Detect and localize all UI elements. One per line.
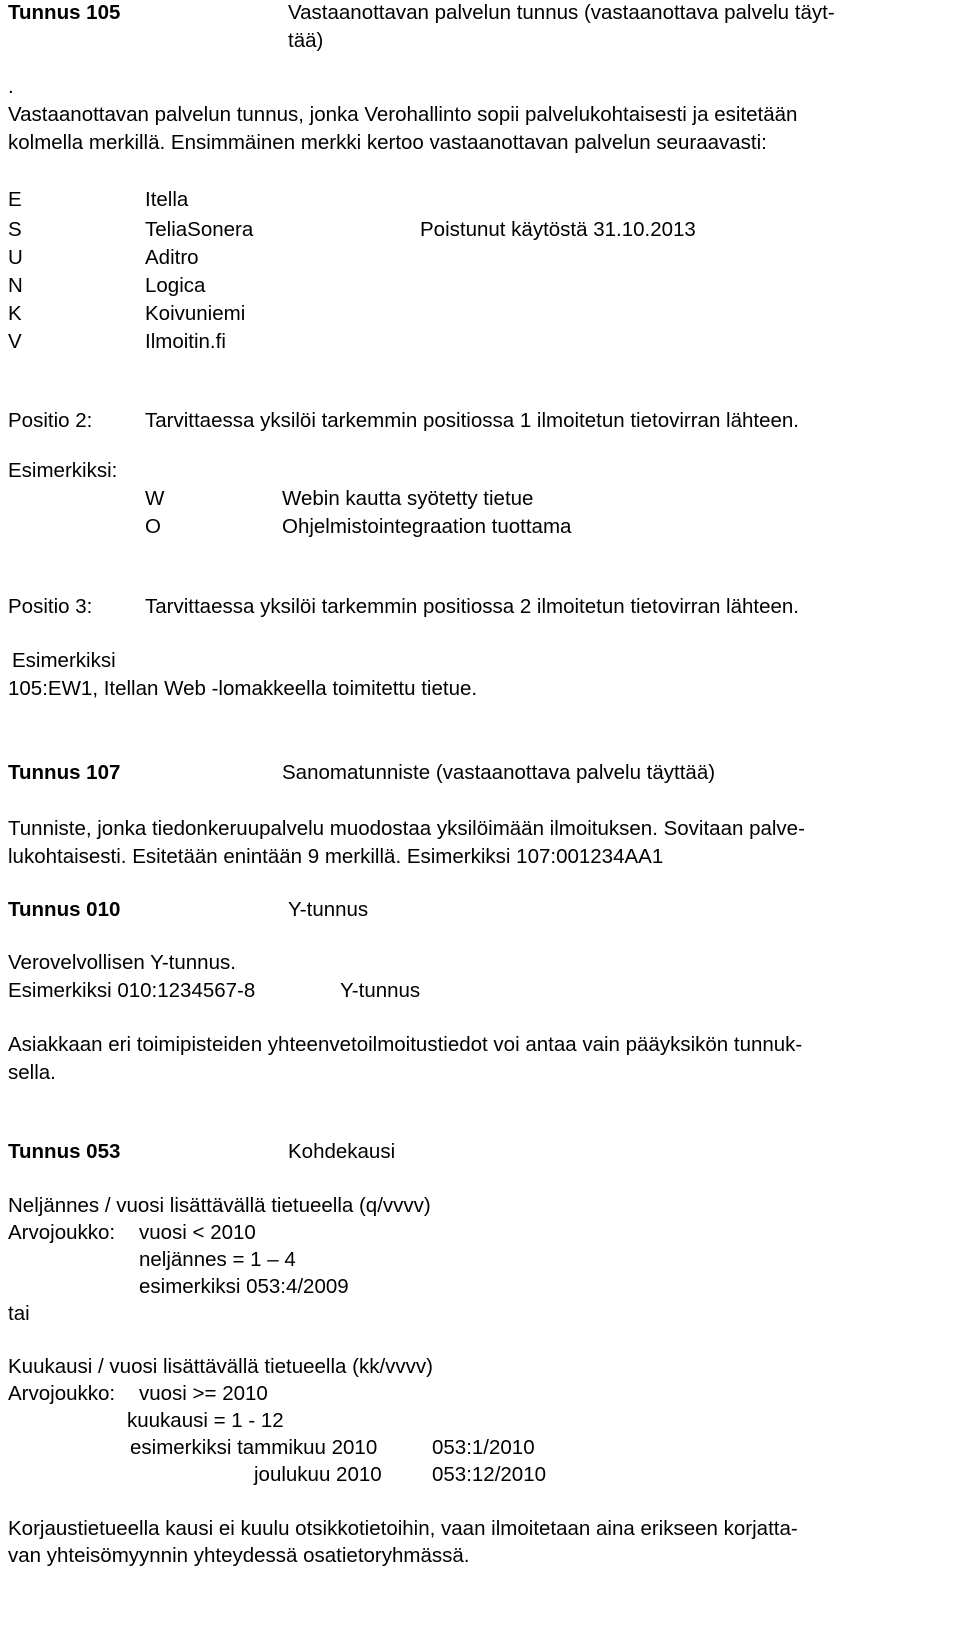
tunnus-053-heading: Kohdekausi [288, 1140, 396, 1163]
month-year: vuosi >= 2010 [139, 1382, 268, 1405]
tunnus-010-note-cont: sella. [8, 1061, 56, 1084]
code-name: Koivuniemi [145, 302, 246, 325]
quarter-value: neljännes = 1 – 4 [139, 1248, 296, 1271]
tunnus-105-desc-cont: kolmella merkillä. Ensimmäinen merkki kertoo vastaanottavan palvelun seuraavasti: [8, 131, 767, 154]
code-note: Poistunut käytöstä 31.10.2013 [420, 218, 696, 241]
code-name: Aditro [145, 246, 199, 269]
month-range-label: Arvojoukko: [8, 1382, 116, 1405]
tunnus-010-heading: Y-tunnus [288, 898, 369, 921]
month-desc: Kuukausi / vuosi lisättävällä tietueella (kk/vvvv) [8, 1355, 433, 1378]
tunnus-010-example: Esimerkiksi 010:1234567-8 [8, 979, 256, 1002]
code-letter: U [8, 246, 23, 269]
tunnus-105-desc: Vastaanottavan palvelun tunnus, jonka Verohallinto sopii palvelukohtaisesti ja esitetään [8, 103, 798, 126]
month-example-2-value: 053:12/2010 [432, 1463, 547, 1486]
code-letter: K [8, 302, 22, 325]
example-code: W [145, 487, 165, 510]
or-text: tai [8, 1302, 30, 1325]
positio-3-text: Tarvittaessa yksilöi tarkemmin positiossa 2 ilmoitetun tietovirran lähteen. [145, 595, 799, 618]
month-example-2-label: joulukuu 2010 [254, 1463, 382, 1486]
tunnus-107-title: Tunnus 107 [8, 761, 121, 784]
positio-2-label: Positio 2: [8, 409, 93, 432]
tunnus-107-desc-cont: lukohtaisesti. Esitetään enintään 9 merkillä. Esimerkiksi 107:001234AA1 [8, 845, 664, 868]
tunnus-107-desc: Tunniste, jonka tiedonkeruupalvelu muodostaa yksilöimään ilmoituksen. Sovitaan palve- [8, 817, 805, 840]
quarter-desc: Neljännes / vuosi lisättävällä tietueella (q/vvvv) [8, 1194, 431, 1217]
footer-note: Korjaustietueella kausi ei kuulu otsikkotietoihin, vaan ilmoitetaan aina erikseen korjatta- [8, 1517, 798, 1540]
tunnus-010-note: Asiakkaan eri toimipisteiden yhteenvetoilmoitustiedot voi antaa vain pääyksikön tunnuk- [8, 1033, 803, 1056]
example-3-text: 105:EW1, Itellan Web -lomakkeella toimitettu tietue. [8, 677, 478, 700]
month-example-1-label: esimerkiksi tammikuu 2010 [130, 1436, 378, 1459]
positio-2-text: Tarvittaessa yksilöi tarkemmin positiossa 1 ilmoitetun tietovirran lähteen. [145, 409, 799, 432]
tunnus-105-dot: . [8, 75, 14, 98]
footer-note-cont: van yhteisömyynnin yhteydessä osatietoryhmässä. [8, 1544, 470, 1567]
example-text: Ohjelmistointegraation tuottama [282, 515, 572, 538]
quarter-range-label: Arvojoukko: [8, 1221, 116, 1244]
code-name: Ilmoitin.fi [145, 330, 226, 353]
example-3-label: Esimerkiksi [12, 649, 116, 672]
example-code: O [145, 515, 161, 538]
quarter-example: esimerkiksi 053:4/2009 [139, 1275, 349, 1298]
month-value: kuukausi = 1 - 12 [127, 1409, 284, 1432]
positio-3-label: Positio 3: [8, 595, 93, 618]
tunnus-107-heading: Sanomatunniste (vastaanottava palvelu täyttää) [282, 761, 716, 784]
tunnus-010-desc: Verovelvollisen Y-tunnus. [8, 951, 236, 974]
code-letter: N [8, 274, 23, 297]
month-example-1-value: 053:1/2010 [432, 1436, 535, 1459]
tunnus-010-title: Tunnus 010 [8, 898, 121, 921]
tunnus-010-example-value: Y-tunnus [340, 979, 421, 1002]
tunnus-105-title: Tunnus 105 [8, 1, 121, 24]
code-name: Logica [145, 274, 206, 297]
tunnus-053-title: Tunnus 053 [8, 1140, 121, 1163]
examples-label: Esimerkiksi: [8, 459, 118, 482]
tunnus-105-heading: Vastaanottavan palvelun tunnus (vastaanottava palvelu täyt- [288, 1, 835, 24]
code-letter: V [8, 330, 22, 353]
code-letter: S [8, 218, 22, 241]
code-letter: E [8, 188, 22, 211]
quarter-year: vuosi < 2010 [139, 1221, 256, 1244]
example-text: Webin kautta syötetty tietue [282, 487, 534, 510]
code-name: Itella [145, 188, 189, 211]
tunnus-105-heading-cont: tää) [288, 29, 324, 52]
code-name: TeliaSonera [145, 218, 254, 241]
